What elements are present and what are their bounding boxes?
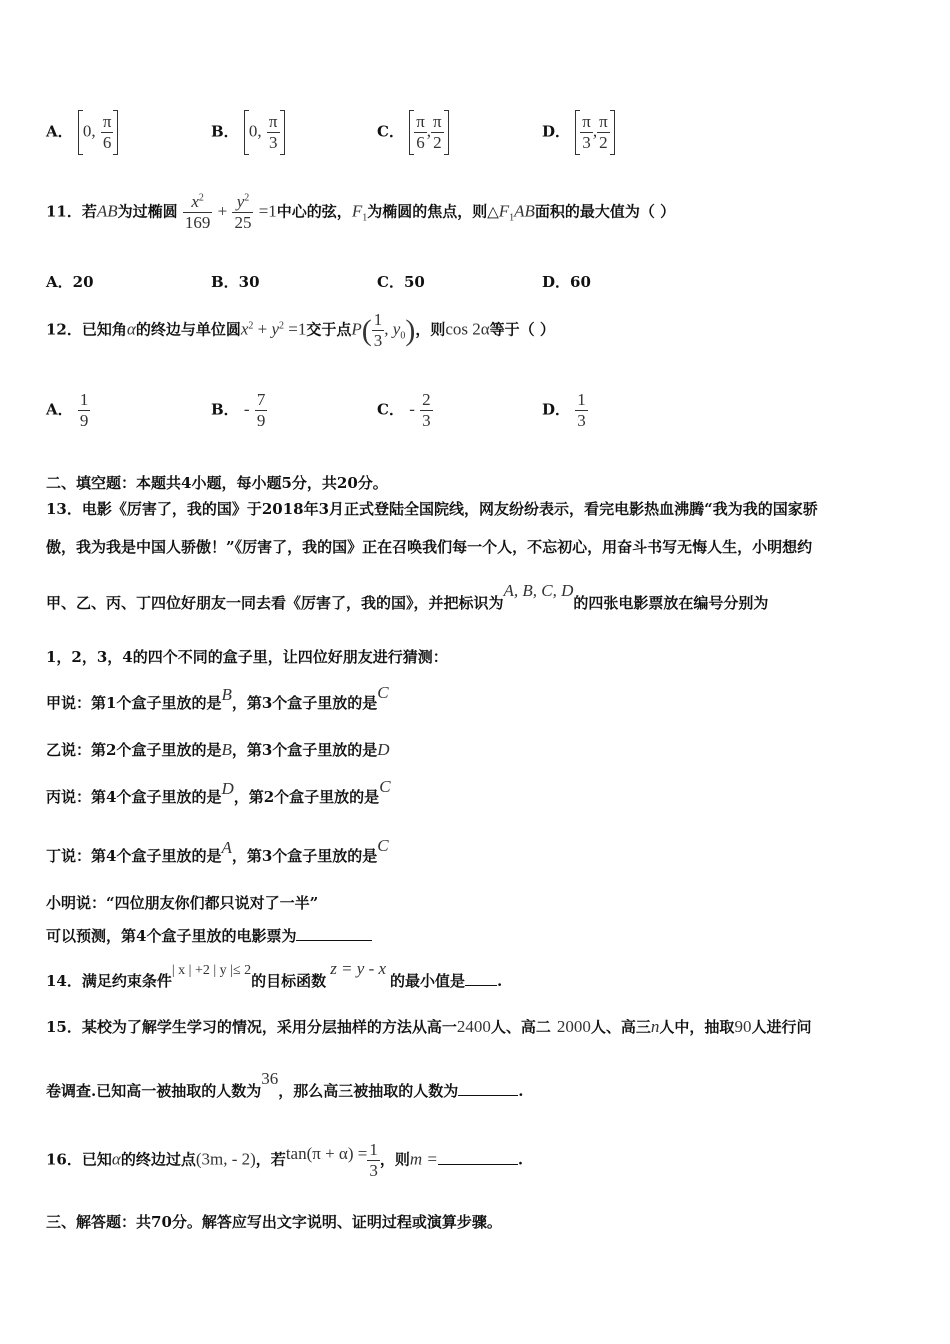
fraction [597, 112, 610, 153]
math-var: B [221, 685, 232, 704]
exponent: 2 [244, 192, 250, 204]
denominator: 3 [422, 411, 431, 430]
interval-bracket [78, 110, 119, 155]
math-triangle-rest: AB [514, 201, 535, 221]
q13-jia [46, 683, 389, 713]
number: 2000 [556, 1017, 591, 1036]
stem-text: 可以预测，第4个盒子里放的电影票为 [46, 927, 297, 945]
period: . [497, 972, 503, 990]
denominator: 6 [414, 132, 427, 153]
stem-text: 面积的最大值为（ ） [534, 202, 676, 221]
fraction [575, 390, 588, 431]
math-var: B [221, 740, 232, 759]
denominator: 3 [577, 411, 586, 430]
stem-text: 的四张电影票放在编号分别为 [573, 594, 769, 612]
numerator: 1 [79, 390, 89, 409]
denominator: 3 [580, 132, 593, 153]
stem-text: 为过椭圆 [117, 202, 178, 221]
math-labels: A, B, C, D [503, 581, 574, 600]
option-label: D． [542, 122, 571, 141]
math-alpha: α [111, 1149, 121, 1169]
question-number: 12．已知角 [46, 320, 127, 339]
stem-text: ，则 [415, 320, 446, 339]
numerator: π [268, 112, 278, 131]
comma: , [592, 121, 598, 141]
plus-sign: + [217, 201, 228, 221]
q11-option-d: D．60 [542, 273, 591, 291]
numerator: π [433, 112, 442, 131]
period: . [517, 1150, 524, 1169]
q11-option-c: C．50 [377, 273, 425, 291]
stem-text: 16．已知 [46, 1150, 112, 1169]
fraction [255, 390, 268, 431]
interval-bracket [575, 110, 614, 155]
answer-blank[interactable] [458, 1095, 518, 1096]
numerator: 7 [256, 390, 266, 409]
fraction [267, 112, 280, 153]
denominator: 169 [184, 213, 211, 232]
denominator: 3 [373, 331, 383, 350]
q10-option-d [542, 110, 615, 155]
question-number: 11．若 [46, 202, 97, 221]
stem-text: ，那么高三被抽取的人数为 [278, 1082, 459, 1100]
answer-blank[interactable] [465, 985, 497, 986]
fraction [431, 112, 444, 153]
stem-text: ，则 [379, 1150, 410, 1169]
math-var: n [650, 1017, 660, 1036]
numerator: π [416, 112, 425, 131]
fraction [367, 1140, 380, 1181]
exponent: 2 [248, 320, 254, 332]
var-x: x [191, 192, 199, 211]
answer-blank[interactable] [296, 940, 372, 941]
stem-text: 人中，抽取 [659, 1018, 735, 1036]
option-label: B． [211, 400, 239, 419]
var-y: y [271, 319, 280, 339]
stem-text: 甲、乙、丙、丁四位好朋友一同去看《厉害了，我的国》，并把标识为 [46, 594, 504, 612]
numerator: 1 [373, 310, 383, 329]
math-var: A [221, 838, 232, 857]
option-label: A． [46, 400, 73, 419]
stem-text: 乙说：第2个盒子里放的是 [46, 741, 222, 759]
math-var: C [377, 836, 389, 855]
option-label: C． [377, 122, 404, 141]
math-constraint: | x | +2 | y |≤ 2 [171, 963, 252, 978]
fraction [78, 390, 91, 431]
q12-option-a [46, 390, 90, 431]
fraction [101, 112, 114, 153]
math-var: C [377, 683, 389, 702]
q13-ding [46, 836, 389, 866]
number: 90 [734, 1017, 752, 1036]
q12-option-b [211, 390, 267, 431]
stem-text: 卷调查.已知高一被抽取的人数为 [46, 1082, 262, 1100]
numerator: 2 [422, 390, 431, 409]
stem-text: 人、高二 [490, 1018, 551, 1036]
math-objective: z = y - x [330, 959, 387, 978]
stem-text: 人、高三 [590, 1018, 651, 1036]
stem-text: 人进行问 [751, 1018, 812, 1036]
math-alpha: α [126, 319, 136, 339]
denominator: 6 [101, 132, 114, 153]
stem-text: ，第3个盒子里放的是 [231, 694, 378, 712]
q13-line-3 [46, 581, 769, 613]
exponent: 2 [279, 320, 285, 332]
minus-sign: - [243, 399, 250, 419]
fraction [183, 192, 213, 233]
stem-text: 的最小值是 [390, 972, 466, 990]
q10-option-a [46, 110, 118, 155]
math-cos: cos 2α [445, 319, 490, 339]
stem-text: 丙说：第4个盒子里放的是 [46, 788, 222, 806]
q16-stem [46, 1140, 523, 1181]
math-tan: tan(π + α) = [285, 1143, 368, 1163]
math-chord: AB [96, 201, 118, 221]
stem-text: ，第2个盒子里放的是 [233, 788, 380, 806]
q10-option-c [377, 110, 449, 155]
interval-low: 0, [248, 121, 262, 141]
fraction [580, 112, 593, 153]
denominator: 9 [79, 411, 89, 430]
denominator: 9 [256, 411, 266, 430]
q11-stem [46, 192, 675, 233]
equals-one: =1 [258, 201, 277, 221]
math-var: D [221, 779, 234, 798]
stem-text: 等于（ ） [489, 320, 555, 339]
option-label: D． [542, 400, 571, 419]
denominator: 3 [369, 1161, 378, 1180]
interval-bracket [409, 110, 448, 155]
stem-text: 的终边过点 [120, 1150, 196, 1169]
subscript: 0 [400, 330, 406, 342]
section-heading-solutions: 三、解答题：共70分。解答应写出文字说明、证明过程或演算步骤。 [46, 1213, 502, 1231]
stem-text: ，第3个盒子里放的是 [231, 847, 378, 865]
answer-blank[interactable] [438, 1164, 518, 1165]
equals-one: =1 [284, 319, 307, 339]
var-y: y [236, 192, 245, 211]
q15-line-1 [46, 1016, 811, 1037]
q13-bing [46, 777, 391, 807]
fraction [372, 310, 385, 351]
stem-text: 的目标函数 [251, 972, 327, 990]
denominator: 3 [267, 132, 280, 153]
math-focus: F [351, 201, 363, 221]
var-y0: , y [384, 319, 401, 339]
q10-option-b [211, 110, 285, 155]
subscript: 1 [509, 212, 515, 224]
denominator: 2 [431, 132, 444, 153]
q12-option-c [377, 390, 433, 431]
period: . [518, 1082, 524, 1100]
q13-line-4: 1，2，3，4的四个不同的盒子里，让四位好朋友进行猜测： [46, 648, 448, 666]
numerator: π [102, 112, 112, 131]
stem-text: 交于点 [306, 320, 352, 339]
math-var: C [379, 777, 391, 796]
section-heading-fill-in: 二、填空题：本题共4小题，每小题5分，共20分。 [46, 474, 388, 492]
stem-text: 丁说：第4个盒子里放的是 [46, 847, 222, 865]
math-point: P [351, 319, 362, 339]
q12-option-d [542, 390, 588, 431]
math-var: m = [409, 1149, 438, 1169]
stem-text: 中心的弦， [276, 202, 352, 221]
q15-line-2 [46, 1069, 524, 1101]
q12-stem [46, 310, 555, 351]
fraction [414, 112, 427, 153]
exponent: 2 [198, 192, 204, 204]
number: 2400 [456, 1017, 491, 1036]
math-point: (3m, - 2) [195, 1149, 256, 1169]
subscript: 1 [362, 212, 368, 224]
stem-text: 15．某校为了解学生学习的情况，采用分层抽样的方法从高一 [46, 1018, 457, 1036]
var-x: x [240, 319, 249, 339]
numerator: 1 [577, 390, 586, 409]
stem-text: 甲说：第1个盒子里放的是 [46, 694, 222, 712]
stem-text: 为椭圆的焦点，则△ [367, 202, 499, 221]
q13-line-1: 13．电影《厉害了，我的国》于2018年3月正式登陆全国院线，网友纷纷表示，看完电影热血沸腾“我为我的国家骄 [46, 500, 818, 518]
plus-sign: + [253, 319, 272, 339]
q13-line-2: 傲，我为我是中国人骄傲！”《厉害了，我的国》正在召唤我们每一个人，不忘初心，用奋斗书写无悔人生，小明想约 [46, 538, 813, 556]
fraction [420, 390, 433, 431]
option-label: B． [211, 122, 239, 141]
fraction [232, 192, 253, 233]
stem-text: ，若 [255, 1150, 286, 1169]
math-triangle: F [498, 201, 510, 221]
interval-bracket [244, 110, 285, 155]
right-paren-icon: ) [405, 313, 416, 347]
denominator: 25 [234, 213, 252, 232]
stem-text: 14．满足约束条件 [46, 972, 172, 990]
interval-low: 0, [82, 121, 96, 141]
q11-option-a: A．20 [46, 273, 94, 291]
minus-sign: - [409, 399, 415, 419]
numerator: 1 [369, 1140, 378, 1159]
stem-text: 的终边与单位圆 [135, 320, 241, 339]
option-label: C． [377, 400, 404, 419]
option-label: A． [46, 122, 73, 141]
comma: , [426, 121, 432, 141]
q14-stem [46, 959, 503, 991]
number: 36 [261, 1069, 279, 1088]
left-paren-icon: ( [361, 313, 372, 347]
math-var: D [377, 740, 390, 759]
denominator: 2 [597, 132, 610, 153]
numerator: π [599, 112, 608, 131]
q13-yi [46, 739, 390, 760]
q11-option-b: B．30 [211, 273, 260, 291]
q13-predict [46, 925, 372, 946]
q13-xiaoming: 小明说：“四位朋友你们都只说对了一半” [46, 894, 319, 912]
numerator: π [582, 112, 591, 131]
stem-text: ，第3个盒子里放的是 [231, 741, 378, 759]
